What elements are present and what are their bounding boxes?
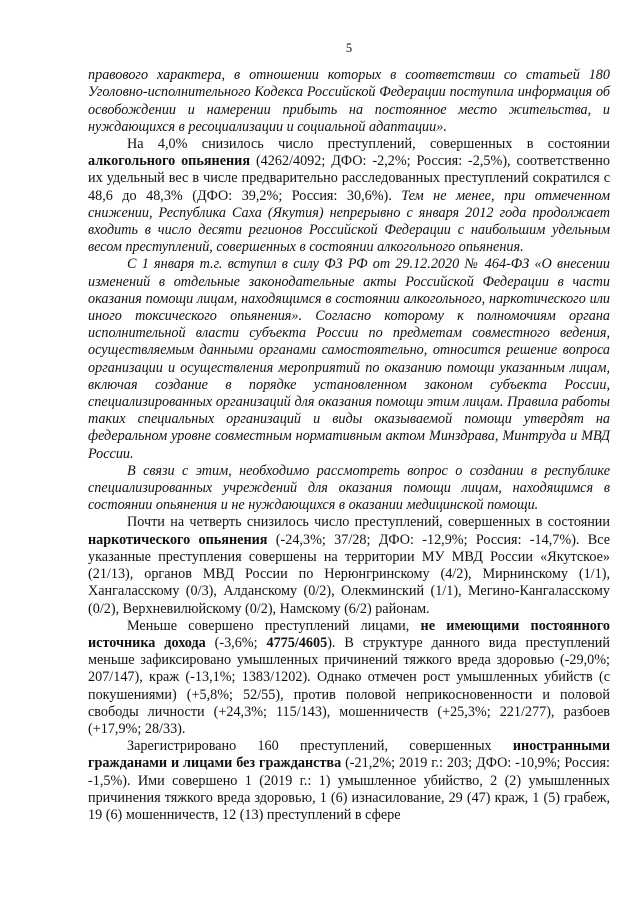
document-body <box>88 67 610 824</box>
bold-text: 4775/4605 <box>266 634 328 651</box>
page-number: 5 <box>345 41 353 55</box>
text-run: (4262/4092; ДФО: -2,2%; Россия: -2,5%), соответственно их удельный вес в числе предварительно расследованных преступлений сократился с 48,6 до 48,3% (ДФО: 39,2%; Россия: 30,6%). <box>88 153 610 204</box>
text-run: Меньше совершено преступлений лицами, <box>127 617 421 634</box>
text-run: (-3,6%; <box>205 634 267 651</box>
text-run: На 4,0% снизилось число преступлений, совершенных в состоянии <box>127 136 610 153</box>
text-run: (-21,2%; 2019 г.: 203; ДФО: -10,9%; Россия: -1,5%). Ими совершено 1 (2019 г.: 1) умышленное убийство, 2 (2) умышленных причинения тяжкого вреда здоровью, 1 (6) изнасилование, 29 (47) краж, 1 (5) грабеж, 19 (6) мошенничеств, 12 (13) преступлений в сфере <box>88 755 611 823</box>
paragraph <box>88 136 610 256</box>
text-run: (-24,3%; 37/28; ДФО: -12,9%; Россия: -14,7%). Все указанные преступления совершены на территории МУ МВД России «Якутское» (21/13), органов МВД России по Нерюнгринскому (4/2), Мирнинскому (1/1), Хангаласскому (0/3), Алданскому (0/2), Олекминский (1/1), Мегино-Кангаласскому (0/2), Верхневилюйскому (0/2), Намскому (6/2) районам. <box>88 531 610 617</box>
italic-text: В связи с этим, необходимо рассмотреть вопрос о создании в республике специализированных учреждений для оказания помощи лицам, находящимся в состоянии опьянения и не нуждающихся в оказании медицинской помощи. <box>88 462 610 514</box>
text-run: ). В структуре данного вида преступлений меньше зафиксировано умышленных причинений тяжкого вреда здоровью (-29,0%; 207/147), краж (-13,1%; 1383/1202). Однако отмечен рост умышленных убийств (с покушениями) (+5,8%; 52/55), против половой неприкосновенности и половой свободы личности (+24,3%; 115/143), мошенничеств (+25,3%; 221/277), разбоев (+17,9%; 28/33). <box>88 634 610 737</box>
text-run: Зарегистрировано 160 преступлений, совершенных <box>127 738 513 755</box>
text-run: Почти на четверть снизилось число преступлений, совершенных в состоянии <box>127 514 610 531</box>
italic-text: С 1 января т.г. вступил в силу ФЗ РФ от 29.12.2020 № 464-ФЗ «О внесении изменений в отдельные законодательные акты Российской Федерации в части оказания помощи лицам, находящимся в состоянии алкогольного, наркотического или иного токсического опьянения». Согласно которому к полномочиям органа исполнительной власти субъекта России по предметам совместного ведения, осуществляемым данными органами самостоятельно, относится решение вопроса организации и осуществления мероприятий по оказанию помощи указанным лицам, включая создание в порядке установленном законом субъекта России, специализированных организаций для оказания помощи этим лицам. Правила работы таких специальных организаций и виды оказываемой помощи утвердят на федеральном уровне совместным нормативным актом Минздрава, Минтруда и МВД России. <box>88 256 610 462</box>
paragraph <box>88 738 610 824</box>
bold-text: наркотического опьянения <box>88 531 268 548</box>
paragraph <box>88 67 610 136</box>
italic-text: Тем не менее, при отмеченном снижении, Республика Саха (Якутия) непрерывно с января 2012 года продолжает входить в число десяти регионов Российской Федерации с наибольшим удельным весом преступлений, совершенных в состоянии алкогольного опьянения. <box>88 187 611 256</box>
italic-text: правового характера, в отношении которых в соответствии со статьей 180 Уголовно-исполнительного Кодекса Российской Федерации поступила информация об освобождении и намерении прибыть на постоянное место жительства, и нуждающихся в ресоциализации и социальной адаптации». <box>88 67 610 135</box>
paragraph <box>88 256 610 462</box>
paragraph <box>88 618 610 738</box>
paragraph <box>88 514 610 617</box>
bold-text: не имеющими постоянного источника дохода <box>88 617 610 651</box>
bold-text: иностранными гражданами и лицами без гражданства <box>88 738 610 772</box>
paragraph <box>88 463 610 515</box>
bold-text: алкогольного опьянения <box>88 153 251 170</box>
